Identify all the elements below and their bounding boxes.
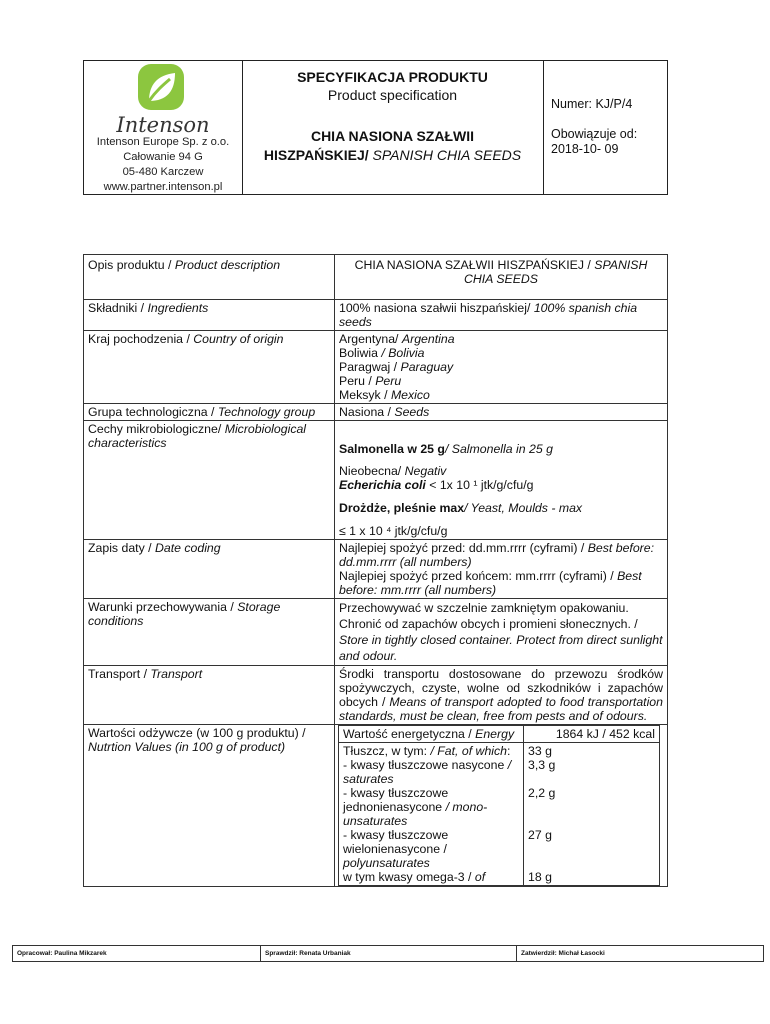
table-row (84, 331, 668, 404)
row-label: Zapis daty / Date coding (84, 540, 335, 599)
row-value: 100% nasiona szałwii hiszpańskiej/ 100% spanish chia seeds (335, 300, 668, 331)
product-name-line1: CHIA NASIONA SZAŁWII (310, 128, 475, 144)
prepared-by: Opracował: Paulina Mikzarek (13, 946, 261, 961)
header-box (83, 60, 668, 195)
row-value: Salmonella w 25 g/ Salmonella in 25 g Nieobecna/ Negativ Echerichia coli < 1x 10 ¹ jtk/g/cfu/g Drożdże, pleśnie max/ Yeast, Moulds - max ≤ 1 x 10 ⁴ jtk/g/cfu/g (335, 421, 668, 540)
row-label: Składniki / Ingredients (84, 300, 335, 331)
valid-from-label: Obowiązuje od: (551, 127, 638, 141)
row-value: Środki transportu dostosowane do przewozu środków spożywczych, czyste, wolne od szkodników i zapachów obcych / Means of transport adopted to food transportation standards, must be clean, free from pests and of odours. (335, 666, 668, 725)
leaf-logo-icon (134, 61, 190, 117)
approved-by: Zatwierdził: Michał Łasocki (521, 950, 605, 957)
row-value: CHIA NASIONA SZAŁWII HISZPAŃSKIEJ / SPANISH CHIA SEEDS (335, 255, 668, 300)
spec-title: SPECYFIKACJA PRODUKTU (297, 69, 488, 85)
company-block (84, 61, 243, 194)
signature-footer (12, 945, 764, 962)
nutrient-label: Wartość energetyczna / Energy (339, 726, 524, 743)
row-label: Grupa technologiczna / Technology group (84, 404, 335, 421)
address-line: Całowanie 94 G (123, 151, 203, 163)
product-name-pl: HISZPAŃSKIEJ/ (263, 147, 369, 163)
table-row (84, 300, 668, 331)
nutrient-value: 1864 kJ / 452 kcal (524, 726, 660, 743)
row-value: Przechowywać w szczelnie zamkniętym opakowaniu. Chronić od zapachów obcych i promieni słonecznych. / Store in tightly closed container. Protect from direct sunlight and odour. (335, 599, 668, 666)
title-block (242, 61, 544, 194)
row-label: Kraj pochodzenia / Country of origin (84, 331, 335, 404)
row-value: Nasiona / Seeds (335, 404, 668, 421)
document-number: Numer: KJ/P/4 (551, 97, 633, 111)
brand-name: Intenson (116, 113, 210, 137)
spec-table (83, 254, 668, 887)
row-value (335, 725, 668, 887)
table-row (84, 725, 668, 887)
address-line: Intenson Europe Sp. z o.o. (96, 136, 230, 148)
doc-info-block (543, 61, 667, 194)
valid-from (551, 127, 637, 157)
row-value: Argentyna/ Argentina Boliwia / Bolivia Paragwaj / Paraguay Peru / Peru Meksyk / Mexico (335, 331, 668, 404)
table-row (84, 599, 668, 666)
spec-subtitle: Product specification (327, 87, 458, 103)
table-row (84, 255, 668, 300)
valid-from-date: 2018-10- 09 (551, 142, 619, 156)
table-row (84, 666, 668, 725)
row-label: Cechy mikrobiologiczne/ Microbiological characteristics (84, 421, 335, 540)
row-value: Najlepiej spożyć przed: dd.mm.rrrr (cyframi) / Best before: dd.mm.rrrr (all numbers) Najlepiej spożyć przed końcem: mm.rrrr (cyframi) / Best before: mm.rrrr (all numbers) (335, 540, 668, 599)
checked-by: Sprawdził: Renata Urbaniak (261, 946, 517, 961)
company-address (84, 135, 242, 195)
row-label: Wartości odżywcze (w 100 g produktu) / Nutrtion Values (in 100 g of product) (84, 725, 335, 887)
product-name-en: SPANISH CHIA SEEDS (368, 147, 522, 163)
table-row (84, 404, 668, 421)
nutrient-label: Tłuszcz, w tym: / Fat, of which: - kwasy tłuszczowe nasycone / saturates - kwasy tłuszczowe jednonienasycone / mono-unsaturates - kwasy tłuszczowe wielonienasycone / polyunsaturates w tym kwasy omega-3 / of (339, 743, 524, 886)
website-link[interactable]: www.partner.intenson.pl (103, 181, 223, 193)
nutrition-row (339, 726, 660, 743)
nutrition-row (339, 743, 660, 886)
table-row (84, 421, 668, 540)
row-label: Warunki przechowywania / Storage conditions (84, 599, 335, 666)
product-name (242, 127, 543, 165)
nutrient-value: 33 g 3,3 g 2,2 g 27 g 18 g (524, 743, 660, 886)
row-label: Opis produktu / Product description (84, 255, 335, 300)
address-line: 05-480 Karczew (122, 166, 204, 178)
table-row (84, 540, 668, 599)
row-label: Transport / Transport (84, 666, 335, 725)
nutrition-table (338, 725, 660, 886)
